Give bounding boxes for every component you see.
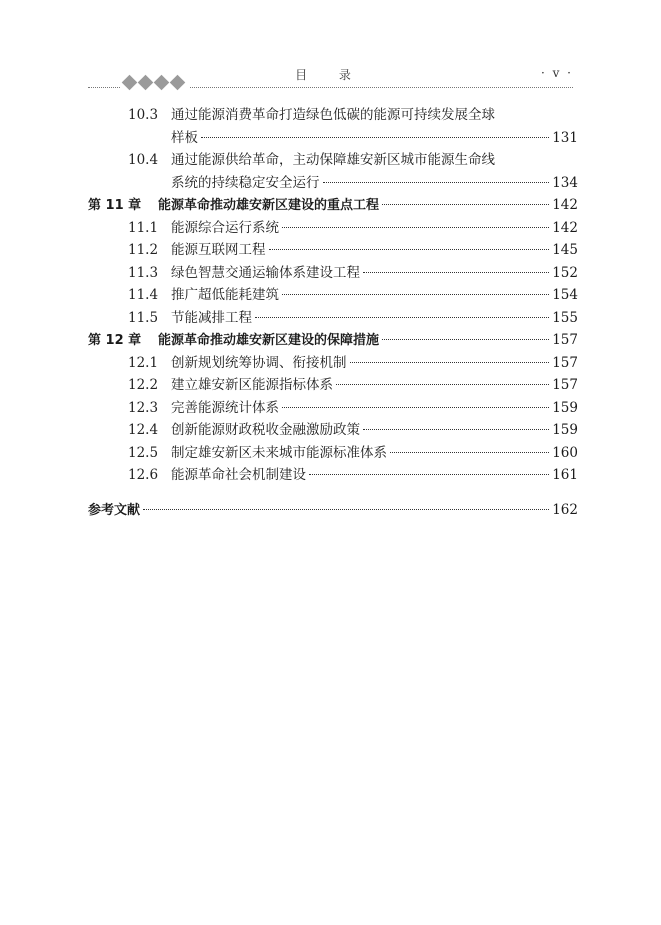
page-number: · v · bbox=[540, 66, 573, 80]
toc-section-entry[interactable] bbox=[88, 239, 578, 262]
entry-title: 能源互联网工程 bbox=[171, 242, 266, 258]
toc-section-entry[interactable] bbox=[88, 104, 578, 127]
entry-title: 通过能源消费革命打造绿色低碳的能源可持续发展全球 bbox=[171, 107, 495, 123]
page-header bbox=[0, 0, 661, 100]
entry-page: 161 bbox=[552, 467, 578, 483]
toc-section-continuation[interactable] bbox=[88, 127, 578, 150]
diamond-icon bbox=[122, 75, 138, 91]
entry-page: 157 bbox=[552, 354, 578, 371]
dot-leader bbox=[382, 204, 549, 205]
dot-leader bbox=[382, 339, 549, 340]
section-number: 11.4 bbox=[128, 287, 159, 303]
diamond-icon bbox=[170, 75, 186, 91]
dot-leader bbox=[201, 137, 549, 138]
dot-leader bbox=[350, 362, 550, 363]
chapter-number: 第 11 章 bbox=[88, 198, 142, 213]
toc-section-entry[interactable] bbox=[88, 307, 578, 330]
diamond-icon bbox=[154, 75, 170, 91]
entry-title: 绿色智慧交通运输体系建设工程 bbox=[171, 264, 360, 281]
section-number: 10.3 bbox=[128, 107, 159, 123]
dot-leader bbox=[363, 272, 549, 273]
entry-page: 159 bbox=[552, 422, 578, 438]
entry-title: 创新规划统筹协调、衔接机制 bbox=[171, 354, 347, 371]
dot-leader bbox=[282, 294, 549, 295]
entry-title: 系统的持续稳定安全运行 bbox=[171, 174, 320, 191]
entry-page: 160 bbox=[552, 444, 578, 461]
toc-section-entry[interactable] bbox=[88, 419, 578, 442]
toc-section-continuation[interactable] bbox=[88, 172, 578, 195]
entry-title: 节能减排工程 bbox=[171, 309, 252, 326]
entry-title: 推广超低能耗建筑 bbox=[171, 287, 279, 303]
dot-leader bbox=[143, 509, 549, 510]
entry-title: 能源革命社会机制建设 bbox=[171, 467, 306, 483]
dot-leader bbox=[269, 249, 550, 250]
running-title: 目 录 bbox=[295, 68, 365, 82]
section-number: 11.3 bbox=[128, 264, 159, 281]
toc-chapter-entry[interactable] bbox=[88, 329, 578, 352]
dot-leader bbox=[255, 317, 549, 318]
section-number: 11.5 bbox=[128, 309, 159, 326]
entry-page: 157 bbox=[552, 377, 578, 393]
toc-section-entry[interactable] bbox=[88, 217, 578, 240]
toc-section-entry[interactable] bbox=[88, 464, 578, 487]
dot-leader bbox=[323, 182, 550, 183]
entry-page: 157 bbox=[552, 332, 578, 348]
entry-title: 能源革命推动雄安新区建设的重点工程 bbox=[158, 198, 380, 213]
toc-chapter-entry[interactable] bbox=[88, 194, 578, 217]
section-number: 12.6 bbox=[128, 467, 159, 483]
entry-title: 完善能源统计体系 bbox=[171, 399, 279, 416]
section-number: 10.4 bbox=[128, 152, 159, 168]
dot-leader bbox=[282, 407, 549, 408]
entry-page: 159 bbox=[552, 399, 578, 416]
entry-title: 样板 bbox=[171, 129, 198, 146]
entry-page: 131 bbox=[552, 129, 578, 146]
entry-title: 制定雄安新区未来城市能源标准体系 bbox=[171, 444, 387, 461]
entry-page: 134 bbox=[552, 174, 578, 191]
dot-leader bbox=[390, 452, 549, 453]
toc-section-entry[interactable] bbox=[88, 397, 578, 420]
dot-leader bbox=[282, 227, 549, 228]
dot-leader bbox=[363, 429, 549, 430]
section-number: 12.2 bbox=[128, 377, 159, 393]
entry-page: 155 bbox=[552, 309, 578, 326]
chapter-number: 第 12 章 bbox=[88, 333, 142, 348]
section-number: 12.4 bbox=[128, 422, 159, 438]
diamond-icon bbox=[138, 75, 154, 91]
table-of-contents bbox=[88, 104, 578, 521]
entry-title: 建立雄安新区能源指标体系 bbox=[171, 377, 333, 393]
entry-page: 152 bbox=[552, 264, 578, 281]
section-number: 12.1 bbox=[128, 354, 159, 371]
toc-references-entry[interactable] bbox=[88, 499, 578, 522]
section-number: 12.3 bbox=[128, 399, 159, 416]
toc-section-entry[interactable] bbox=[88, 284, 578, 307]
section-number: 11.2 bbox=[128, 242, 159, 258]
section-number: 12.5 bbox=[128, 444, 159, 461]
header-rule-left bbox=[88, 87, 120, 88]
entry-title: 创新能源财政税收金融激励政策 bbox=[171, 422, 360, 438]
entry-page: 162 bbox=[552, 501, 578, 518]
entry-title: 能源综合运行系统 bbox=[171, 219, 279, 236]
section-number: 11.1 bbox=[128, 219, 159, 236]
entry-page: 145 bbox=[552, 242, 578, 258]
toc-section-entry[interactable] bbox=[88, 262, 578, 285]
toc-section-entry[interactable] bbox=[88, 442, 578, 465]
entry-title: 通过能源供给革命，主动保障雄安新区城市能源生命线 bbox=[171, 152, 495, 168]
dot-leader bbox=[309, 474, 549, 475]
toc-section-entry[interactable] bbox=[88, 352, 578, 375]
toc-section-entry[interactable] bbox=[88, 374, 578, 397]
header-ornament bbox=[120, 76, 190, 94]
entry-page: 154 bbox=[552, 287, 578, 303]
entry-page: 142 bbox=[552, 219, 578, 236]
entry-page: 142 bbox=[552, 197, 578, 213]
entry-title: 能源革命推动雄安新区建设的保障措施 bbox=[158, 333, 380, 348]
dot-leader bbox=[336, 384, 549, 385]
toc-section-entry[interactable] bbox=[88, 149, 578, 172]
spacer bbox=[88, 487, 578, 499]
entry-title: 参考文献 bbox=[88, 502, 141, 518]
header-rule bbox=[190, 87, 573, 88]
